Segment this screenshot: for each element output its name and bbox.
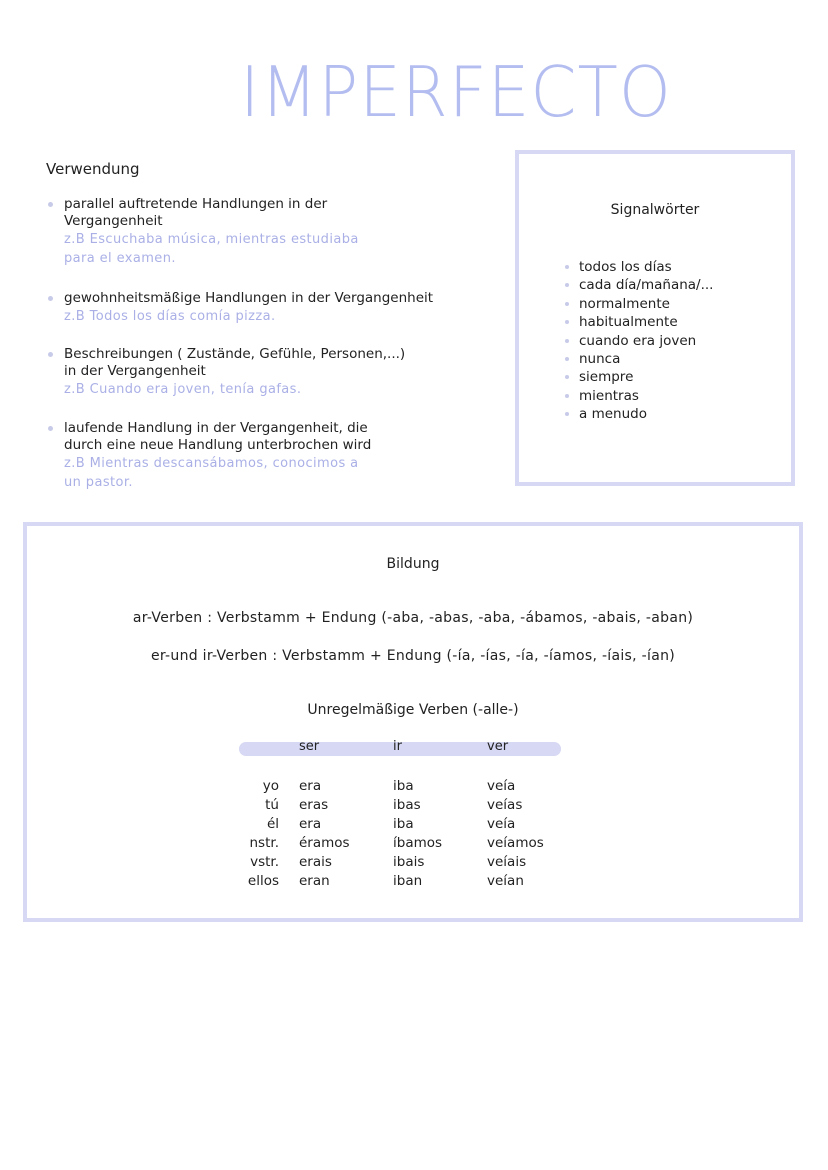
verwendung-item [46,420,371,492]
irregular-verbs-heading: Unregelmäßige Verben (-alle-) [307,702,519,718]
ser-cell: era [299,816,322,832]
bullet-icon [565,320,569,324]
ar-verben-rule: ar-Verben : Verbstamm + Endung (-aba, -abas, -aba, -ábamos, -abais, -aban) [132,610,694,626]
verwendung-text: in der Vergangenheit [64,363,206,379]
bullet-icon [565,375,569,379]
pronoun-cell: nstr. [249,835,279,851]
column-header-ir: ir [393,739,402,754]
verwendung-heading: Verwendung [46,160,140,178]
signalwort-item: normalmente [565,295,713,313]
bildung-heading: Bildung [386,556,440,572]
ir-cell: íbamos [393,835,443,851]
signalwort-item: todos los días [565,258,713,276]
table-row [237,778,567,797]
pronoun-cell: yo [262,778,279,794]
ver-cell: veíais [487,854,527,870]
bullet-icon [48,202,53,207]
ir-cell: ibais [393,854,425,870]
verwendung-text: Vergangenheit [64,213,163,229]
verwendung-example: z.B Cuando era joven, tenía gafas. [64,382,302,397]
bullet-icon [565,394,569,398]
pronoun-cell: tú [265,797,279,813]
ver-cell: veía [487,778,516,794]
table-row [237,835,567,854]
bullet-icon [565,412,569,416]
verwendung-text: laufende Handlung in der Vergangenheit, die [64,420,368,436]
ver-cell: veías [487,797,523,813]
ser-cell: eran [299,873,330,889]
signalwoerter-box [515,150,795,486]
bullet-icon [48,296,53,301]
ir-cell: iba [393,816,414,832]
verwendung-example: para el examen. [64,251,176,266]
signalwort-item: siempre [565,368,713,386]
ver-cell: veían [487,873,524,889]
verwendung-text: Beschreibungen ( Zustände, Gefühle, Personen,...) [64,346,406,362]
signalwoerter-list [565,258,713,424]
verwendung-example: z.B Mientras descansábamos, conocimos a [64,456,359,471]
ir-cell: iban [393,873,423,889]
ser-cell: eras [299,797,329,813]
signalwort-item: habitualmente [565,313,713,331]
signalwort-item: cada día/mañana/... [565,276,713,294]
verwendung-text: durch eine neue Handlung unterbrochen wird [64,437,372,453]
verwendung-item [46,346,405,399]
column-header-ser: ser [299,739,320,754]
pronoun-cell: él [266,816,279,832]
bullet-icon [565,302,569,306]
verwendung-example: z.B Escuchaba música, mientras estudiaba [64,232,359,247]
bullet-icon [565,265,569,269]
verwendung-example: un pastor. [64,475,133,490]
ser-cell: era [299,778,322,794]
ir-cell: iba [393,778,414,794]
ser-cell: erais [299,854,332,870]
page-title: IMPERFECTO [240,52,672,133]
column-header-ver: ver [487,739,509,754]
pronoun-cell: vstr. [250,854,279,870]
signalwort-item: a menudo [565,405,713,423]
verwendung-item [46,196,359,268]
bullet-icon [565,283,569,287]
bullet-icon [565,339,569,343]
ser-cell: éramos [299,835,350,851]
table-row [237,873,567,892]
table-row [237,797,567,816]
er-ir-verben-rule: er-und ir-Verben : Verbstamm + Endung (-ía, -ías, -ía, -íamos, -íais, -ían) [150,648,676,664]
bullet-icon [565,357,569,361]
ver-cell: veíamos [487,835,544,851]
ver-cell: veía [487,816,516,832]
signalwort-item: mientras [565,387,713,405]
verwendung-text: parallel auftretende Handlungen in der [64,196,328,212]
signalwort-item: nunca [565,350,713,368]
verwendung-text: gewohnheitsmäßige Handlungen in der Vergangenheit [64,290,434,306]
bildung-box [23,522,803,922]
table-row [237,854,567,873]
bullet-icon [48,352,53,357]
ir-cell: ibas [393,797,421,813]
verwendung-example: z.B Todos los días comía pizza. [64,309,276,324]
signalwort-item: cuando era joven [565,332,713,350]
bullet-icon [48,426,53,431]
signalwoerter-heading: Signalwörter [610,202,700,218]
verwendung-item [46,290,433,326]
table-row [237,816,567,835]
pronoun-cell: ellos [247,873,279,889]
